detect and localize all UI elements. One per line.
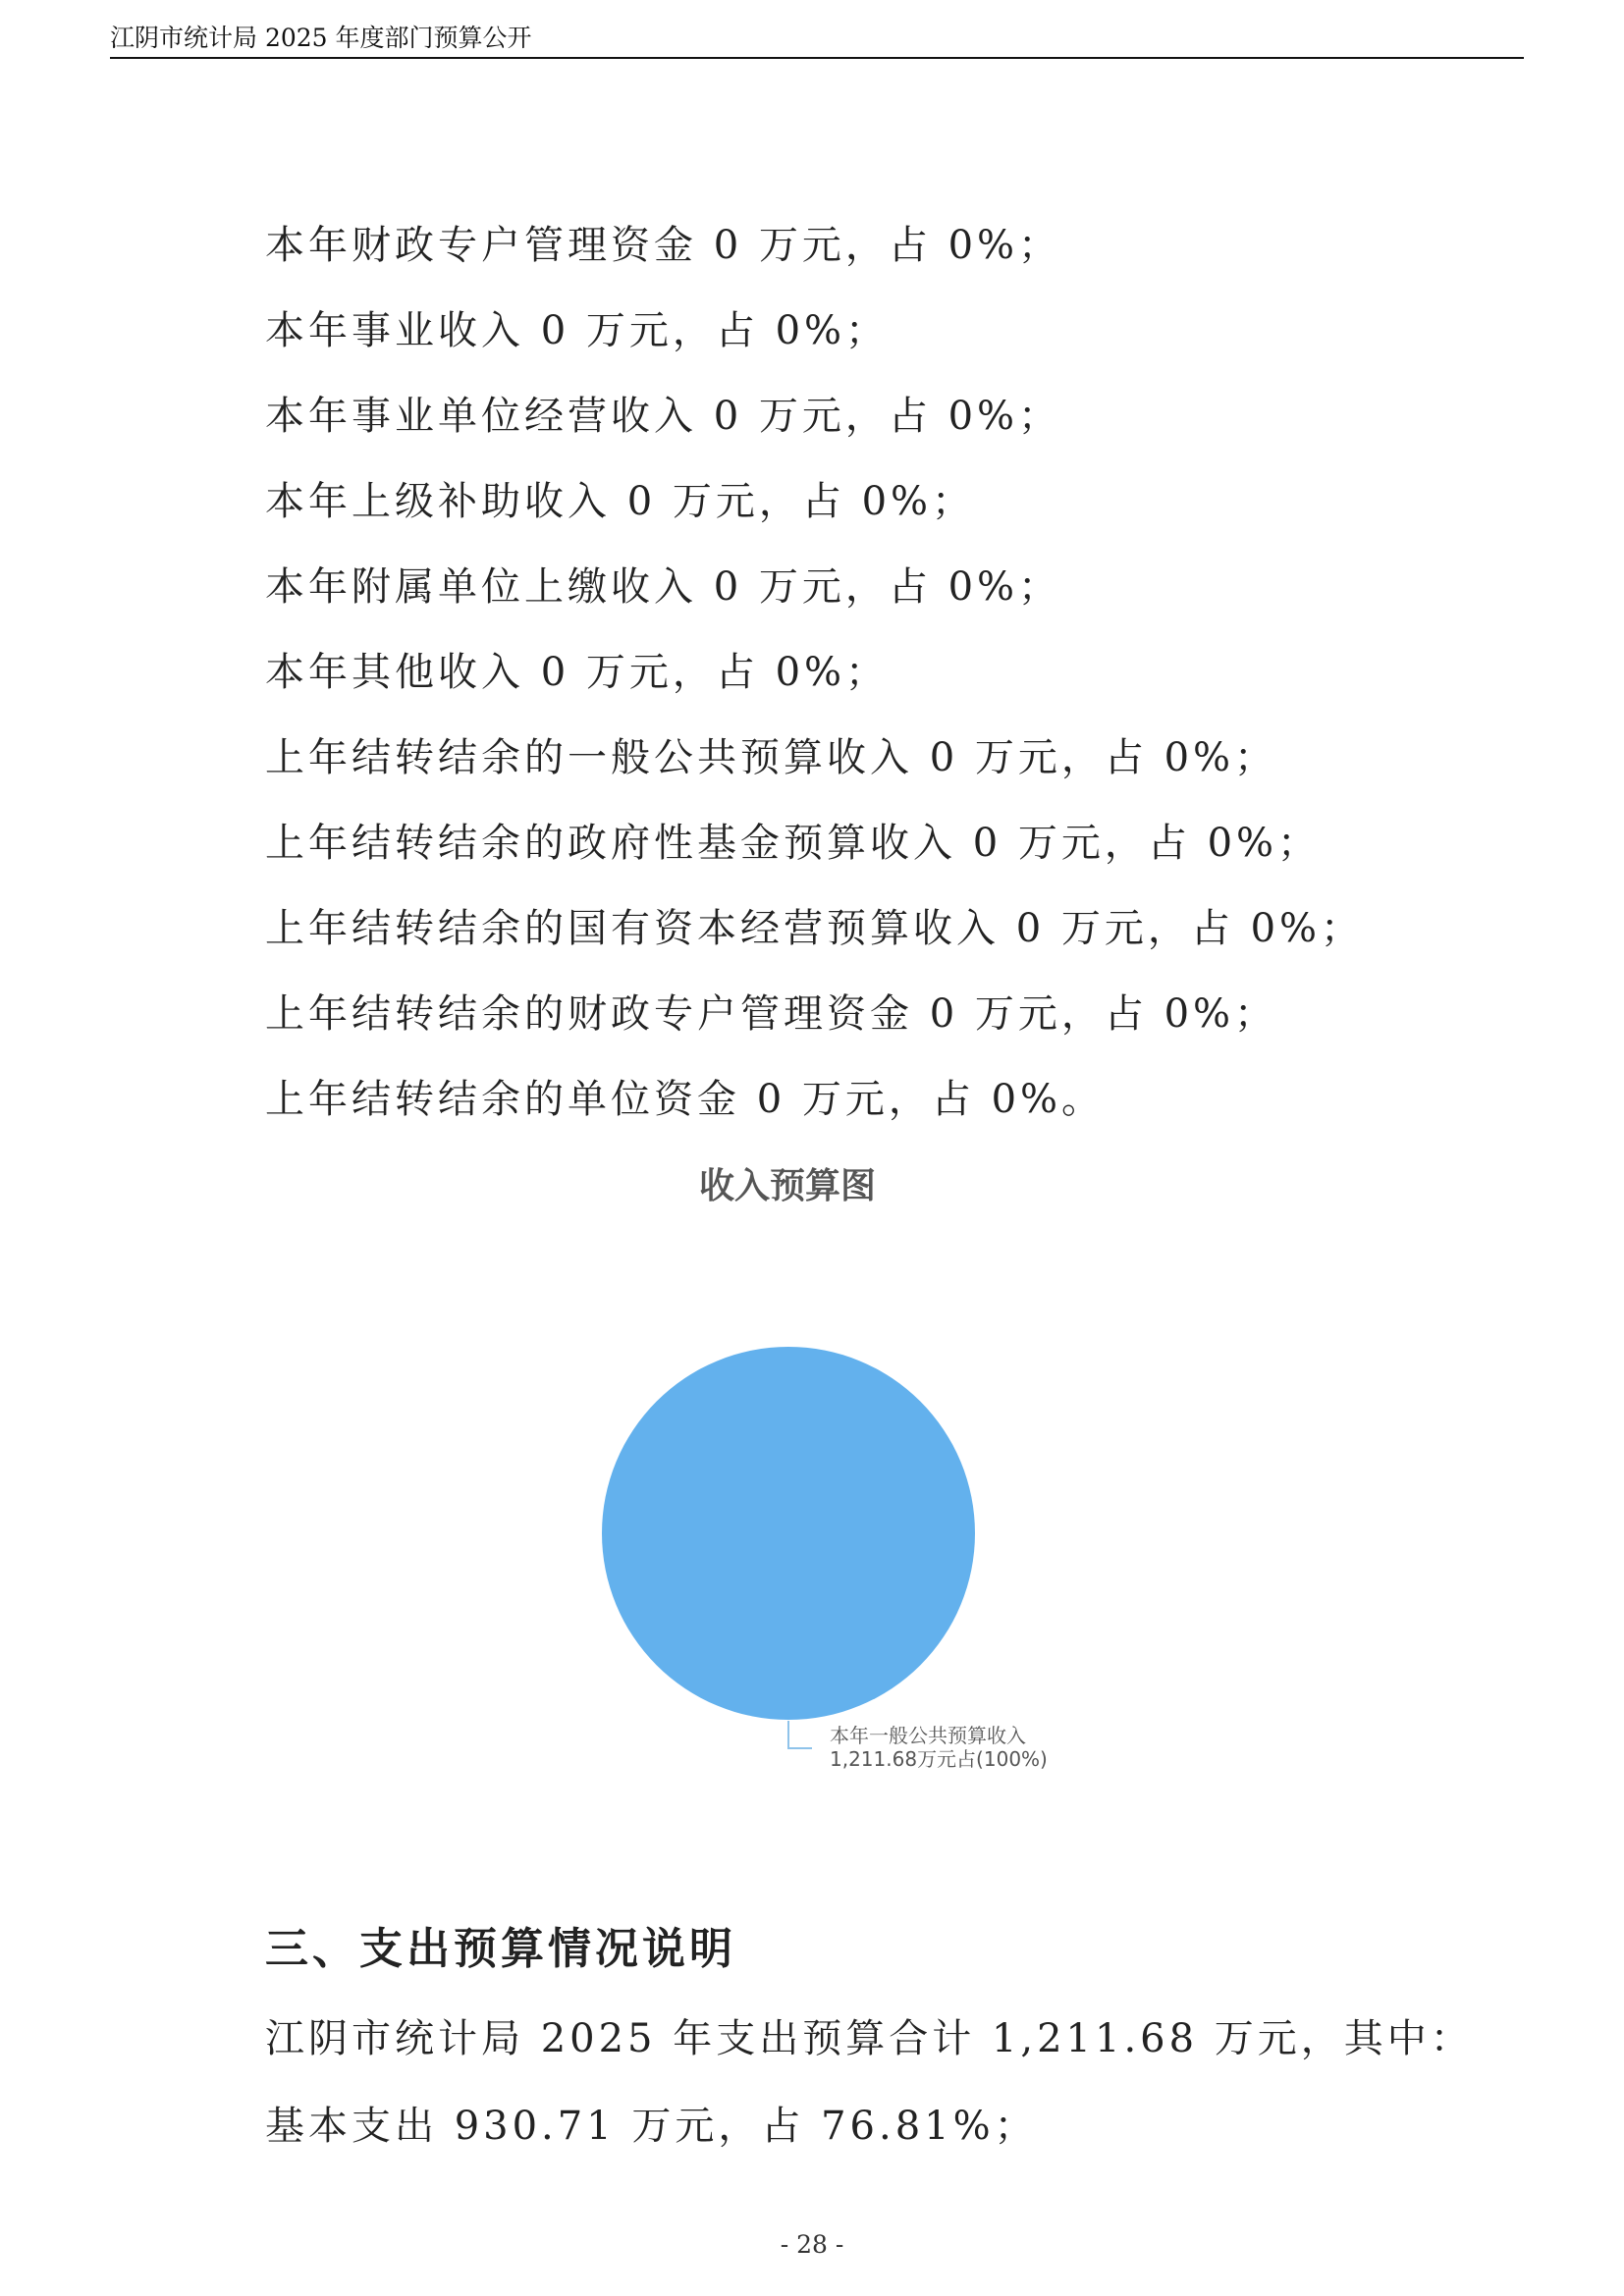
income-line: 本年上级补助收入 0 万元，占 0%；: [265, 479, 976, 524]
pie-slice-label-value: 1,211.68万元占(100%): [830, 1747, 1048, 1771]
pie-slice: [602, 1347, 975, 1720]
chart-title: 收入预算图: [698, 1166, 876, 1206]
income-line: 上年结转结余的国有资本经营预算收入 0 万元，占 0%；: [265, 906, 1365, 951]
income-line: 上年结转结余的政府性基金预算收入 0 万元，占 0%；: [265, 821, 1322, 866]
income-line: 本年事业收入 0 万元，占 0%；: [265, 308, 890, 353]
pie-slice-label-name: 本年一般公共预算收入: [830, 1724, 1026, 1747]
income-line: 上年结转结余的一般公共预算收入 0 万元，占 0%；: [265, 735, 1278, 780]
income-line: 上年结转结余的单位资金 0 万元，占 0%。: [265, 1077, 1106, 1122]
basic-expenditure-line: 基本支出 930.71 万元，占 76.81%；: [265, 2104, 1038, 2149]
income-line: 本年财政专户管理资金 0 万元，占 0%；: [265, 223, 1062, 268]
income-line: 本年附属单位上缴收入 0 万元，占 0%；: [265, 564, 1062, 610]
income-line: 本年事业单位经营收入 0 万元，占 0%；: [265, 394, 1062, 439]
expenditure-summary: 江阴市统计局 2025 年支出预算合计 1,211.68 万元，其中：: [265, 2016, 1474, 2061]
income-line: 本年其他收入 0 万元，占 0%；: [265, 650, 890, 695]
page-number: - 28 -: [780, 2230, 844, 2259]
income-line: 上年结转结余的财政专户管理资金 0 万元，占 0%；: [265, 991, 1278, 1037]
section-heading: 三、支出预算情况说明: [265, 1924, 736, 1974]
page-header: 江阴市统计局 2025 年度部门预算公开: [110, 22, 1524, 59]
income-pie-chart: [0, 1276, 1624, 1826]
pie-label-leader-line: [788, 1721, 812, 1748]
